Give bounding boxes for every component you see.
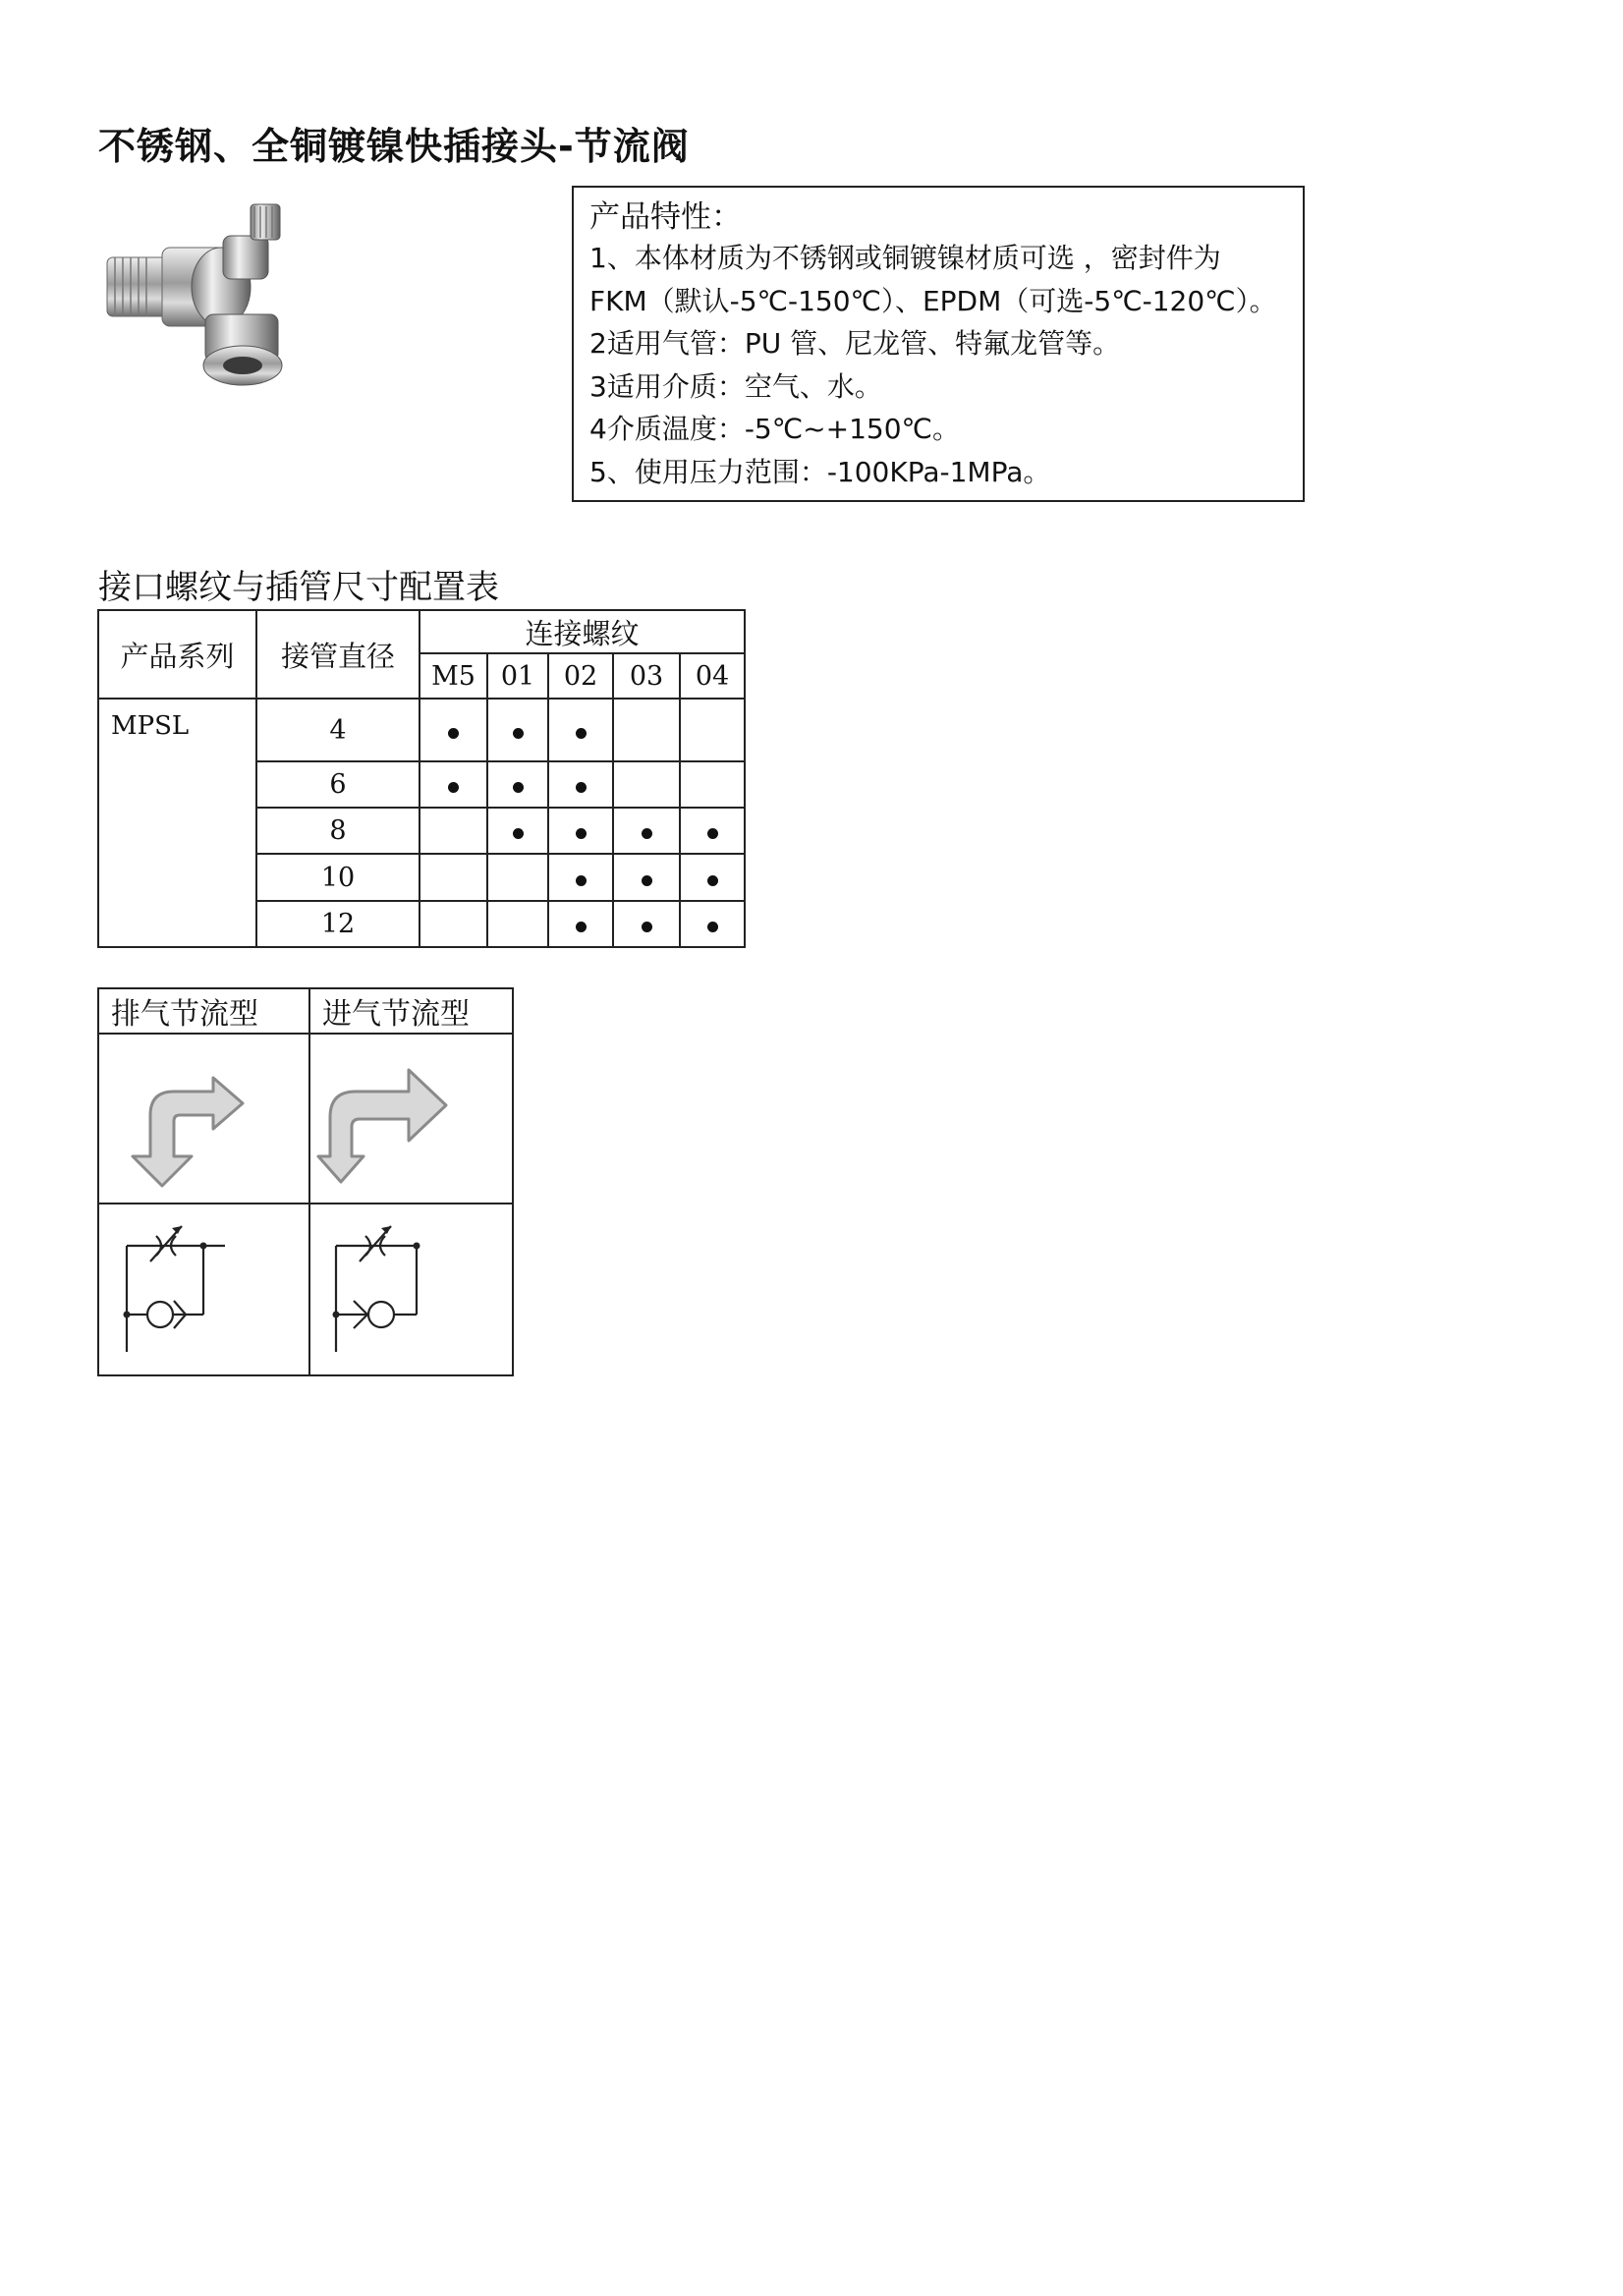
diameter-cell: 12 — [256, 901, 420, 947]
availability-dot — [707, 828, 718, 839]
exhaust-throttle-symbol-icon — [99, 1204, 308, 1374]
table-row — [98, 699, 745, 761]
mark-cell — [613, 808, 680, 854]
availability-dot — [642, 828, 652, 839]
mark-cell — [487, 808, 548, 854]
col-series-header: 产品系列 — [98, 610, 256, 699]
mark-cell — [548, 901, 613, 947]
intake-throttle-symbol-icon — [310, 1204, 512, 1374]
mark-cell — [613, 901, 680, 947]
mark-cell — [680, 854, 745, 901]
thread-header: M5 — [420, 653, 487, 699]
mark-cell — [680, 901, 745, 947]
availability-dot — [576, 828, 587, 839]
spec-table-title: 接口螺纹与插管尺寸配置表 — [98, 568, 499, 607]
feature-line: FKM（默认-5℃-150℃）、EPDM（可选-5℃-120℃）。 — [589, 284, 1277, 317]
mark-cell — [487, 699, 548, 761]
mark-cell — [420, 761, 487, 808]
page-title: 不锈钢、全铜镀镍快插接头-节流阀 — [98, 125, 690, 168]
feature-line: 1、本体材质为不锈钢或铜镀镍材质可选 ，密封件为 — [589, 242, 1221, 274]
mark-cell — [548, 699, 613, 761]
mark-cell — [680, 699, 745, 761]
mark-cell — [420, 699, 487, 761]
series-cell: MPSL — [98, 699, 256, 947]
diameter-cell: 10 — [256, 854, 420, 901]
availability-dot — [707, 922, 718, 932]
features-heading: 产品特性： — [589, 199, 742, 235]
mark-cell — [487, 761, 548, 808]
mark-cell — [613, 854, 680, 901]
availability-dot — [448, 728, 459, 739]
thread-header: 02 — [548, 653, 613, 699]
availability-dot — [642, 875, 652, 886]
availability-dot — [448, 782, 459, 793]
mark-cell — [680, 808, 745, 854]
thread-header: 03 — [613, 653, 680, 699]
exhaust-throttle-header: 排气节流型 — [98, 988, 309, 1034]
availability-dot — [576, 875, 587, 886]
features-box — [572, 186, 1305, 502]
product-photo — [103, 196, 319, 393]
feature-line: 5、使用压力范围：-100KPa-1MPa。 — [589, 455, 1051, 488]
mark-cell — [613, 761, 680, 808]
mark-cell — [548, 808, 613, 854]
diameter-cell: 4 — [256, 699, 420, 761]
col-thread-header: 连接螺纹 — [420, 610, 745, 653]
feature-line: 3适用介质：空气、水。 — [589, 369, 882, 403]
mark-cell — [420, 808, 487, 854]
col-diameter-header: 接管直径 — [256, 610, 420, 699]
mark-cell — [420, 854, 487, 901]
mark-cell — [487, 901, 548, 947]
mark-cell — [548, 854, 613, 901]
intake-flow-arrow-icon — [310, 1035, 512, 1203]
mark-cell — [548, 761, 613, 808]
feature-line: 2适用气管：PU 管、尼龙管、特氟龙管等。 — [589, 327, 1121, 360]
diameter-cell: 6 — [256, 761, 420, 808]
thread-header: 01 — [487, 653, 548, 699]
mark-cell — [420, 901, 487, 947]
availability-dot — [576, 782, 587, 793]
intake-throttle-header: 进气节流型 — [309, 988, 513, 1034]
feature-line: 4介质温度：-5℃~+150℃。 — [589, 413, 960, 445]
mark-cell — [680, 761, 745, 808]
flow-type-table — [97, 987, 514, 1376]
exhaust-flow-arrow-icon — [99, 1035, 308, 1203]
availability-dot — [707, 875, 718, 886]
availability-dot — [576, 922, 587, 932]
availability-dot — [513, 728, 524, 739]
spec-table — [97, 609, 746, 948]
mark-cell — [487, 854, 548, 901]
availability-dot — [513, 782, 524, 793]
thread-header: 04 — [680, 653, 745, 699]
availability-dot — [576, 728, 587, 739]
mark-cell — [613, 699, 680, 761]
availability-dot — [642, 922, 652, 932]
diameter-cell: 8 — [256, 808, 420, 854]
availability-dot — [513, 828, 524, 839]
